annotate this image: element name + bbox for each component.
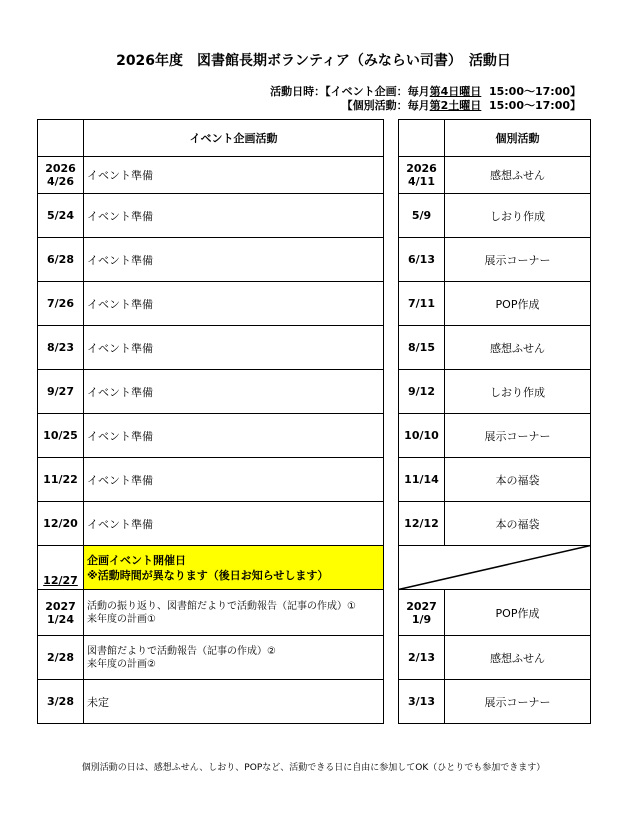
date-label: 6/13: [408, 253, 435, 266]
date-cell: [38, 414, 84, 458]
date-cell: [399, 414, 445, 458]
table-row: [38, 282, 384, 326]
date-label: 2/28: [47, 651, 74, 664]
date-label: 1/24: [47, 612, 74, 626]
date-label: 12/12: [404, 517, 439, 530]
table-row: [399, 680, 591, 724]
activity-cell: [84, 636, 384, 680]
date-cell: [38, 157, 84, 194]
date-cell: [399, 282, 445, 326]
individual-table-header: 個別活動: [445, 120, 591, 157]
date-cell: [38, 194, 84, 238]
date-label: 3/13: [408, 695, 435, 708]
activity-cell: POP作成: [445, 282, 591, 326]
individual-day: 第2土曜日: [429, 99, 482, 112]
table-row: [38, 458, 384, 502]
table-row: [399, 546, 591, 590]
event-day: 第4日曜日: [429, 85, 482, 98]
table-row: [399, 238, 591, 282]
activity-cell: イベント準備: [84, 326, 384, 370]
date-label: 4/26: [47, 175, 74, 188]
table-row: [38, 157, 384, 194]
date-label: 7/11: [408, 297, 435, 310]
date-label: 4/11: [408, 175, 435, 188]
date-label: 11/14: [404, 473, 439, 486]
event-line2: ※活動時間が異なります（後日お知らせします）: [87, 568, 329, 582]
table-row: [399, 636, 591, 680]
date-cell: [38, 370, 84, 414]
table-row: [399, 590, 591, 636]
event-line1: 企画イベント開催日: [87, 553, 186, 567]
year-label: 2026: [45, 162, 76, 175]
date-cell: [399, 636, 445, 680]
date-cell: [399, 590, 445, 636]
activity-cell: しおり作成: [445, 370, 591, 414]
table-row: [38, 238, 384, 282]
table-row: [399, 458, 591, 502]
date-cell: [38, 238, 84, 282]
table-row: [38, 370, 384, 414]
activity-cell: イベント準備: [84, 238, 384, 282]
table-row: [399, 194, 591, 238]
year-label: 2027: [45, 599, 76, 613]
date-cell: [38, 590, 84, 636]
date-cell: [38, 546, 84, 590]
date-cell: [38, 458, 84, 502]
activity-cell: しおり作成: [445, 194, 591, 238]
year-label: 2026: [406, 162, 437, 175]
activity-cell: イベント準備: [84, 194, 384, 238]
activity-cell: イベント準備: [84, 282, 384, 326]
date-cell: [38, 680, 84, 724]
activity-cell: 本の福袋: [445, 502, 591, 546]
date-label: 12/20: [43, 517, 78, 530]
date-cell: [399, 194, 445, 238]
highlighted-event-cell: [84, 546, 384, 590]
date-cell: [38, 326, 84, 370]
table-row: [38, 680, 384, 724]
table-row: [399, 414, 591, 458]
table-row: [38, 502, 384, 546]
date-label: 10/10: [404, 429, 439, 442]
date-cell: [399, 157, 445, 194]
date-label: 10/25: [43, 429, 78, 442]
date-label: 1/9: [411, 612, 432, 626]
activity-cell: 展示コーナー: [445, 414, 591, 458]
table-row: [399, 502, 591, 546]
table-row: [38, 194, 384, 238]
activity-line1: 活動の振り返り、図書館だよりで活動報告（記事の作成）①: [87, 600, 356, 612]
table-row: [399, 326, 591, 370]
date-cell: [38, 282, 84, 326]
activity-cell: 感想ふせん: [445, 326, 591, 370]
date-label: 8/15: [408, 341, 435, 354]
date-label: 3/28: [47, 695, 74, 708]
date-cell: [399, 370, 445, 414]
date-label: 8/23: [47, 341, 74, 354]
event-table-header: イベント企画活動: [84, 120, 384, 157]
activity-cell: 感想ふせん: [445, 157, 591, 194]
table-row: [38, 326, 384, 370]
activity-cell: POP作成: [445, 590, 591, 636]
date-label: 5/24: [47, 209, 74, 222]
table-row: [38, 636, 384, 680]
table-row: [399, 370, 591, 414]
date-cell: [399, 502, 445, 546]
year-label: 2027: [406, 599, 437, 613]
activity-cell: 本の福袋: [445, 458, 591, 502]
table-row: [38, 546, 384, 590]
date-label: 12/27: [43, 574, 78, 587]
footer-note: 個別活動の日は、感想ふせん、しおり、POPなど、活動できる日に自由に参加してOK（ひとりでも参加できます）: [81, 763, 546, 773]
date-cell: [399, 680, 445, 724]
date-label: 11/22: [43, 473, 78, 486]
individual-schedule-table: [398, 119, 591, 724]
activity-cell: 展示コーナー: [445, 680, 591, 724]
date-label: 6/28: [47, 253, 74, 266]
activity-cell: 展示コーナー: [445, 238, 591, 282]
schedule-event-line: 活動日時：【イベント企画：毎月第4日曜日 15:00〜17:00】: [270, 85, 581, 98]
page-title: 2026年度 図書館長期ボランティア（みならい司書） 活動日: [116, 53, 511, 69]
date-cell: [399, 238, 445, 282]
table-row: [399, 157, 591, 194]
date-label: 9/27: [47, 385, 74, 398]
activity-line1: 図書館だよりで活動報告（記事の作成）②: [87, 645, 276, 657]
table-header-row: [399, 120, 591, 157]
activity-line2: 来年度の計画②: [87, 658, 156, 670]
date-label: 9/12: [408, 385, 435, 398]
table-row: [38, 590, 384, 636]
table-header-row: [38, 120, 384, 157]
schedule-label: 活動日時：: [270, 85, 326, 98]
date-cell: [399, 326, 445, 370]
table-row: [38, 414, 384, 458]
date-label: 2/13: [408, 651, 435, 664]
schedule-individual-line: 【個別活動：毎月第2土曜日 15:00〜17:00】: [341, 99, 581, 112]
activity-cell: イベント準備: [84, 502, 384, 546]
activity-line2: 来年度の計画①: [87, 613, 156, 625]
activity-cell: イベント準備: [84, 414, 384, 458]
activity-cell: 感想ふせん: [445, 636, 591, 680]
event-schedule-table: [37, 119, 384, 724]
date-cell: [399, 458, 445, 502]
date-label: 5/9: [411, 209, 432, 222]
activity-cell: イベント準備: [84, 370, 384, 414]
activity-cell: イベント準備: [84, 458, 384, 502]
empty-merged-cell: [399, 546, 591, 590]
activity-cell: 未定: [84, 680, 384, 724]
table-row: [399, 282, 591, 326]
date-label: 7/26: [47, 297, 74, 310]
date-cell: [38, 636, 84, 680]
date-cell: [38, 502, 84, 546]
activity-cell: [84, 590, 384, 636]
activity-cell: イベント準備: [84, 157, 384, 194]
